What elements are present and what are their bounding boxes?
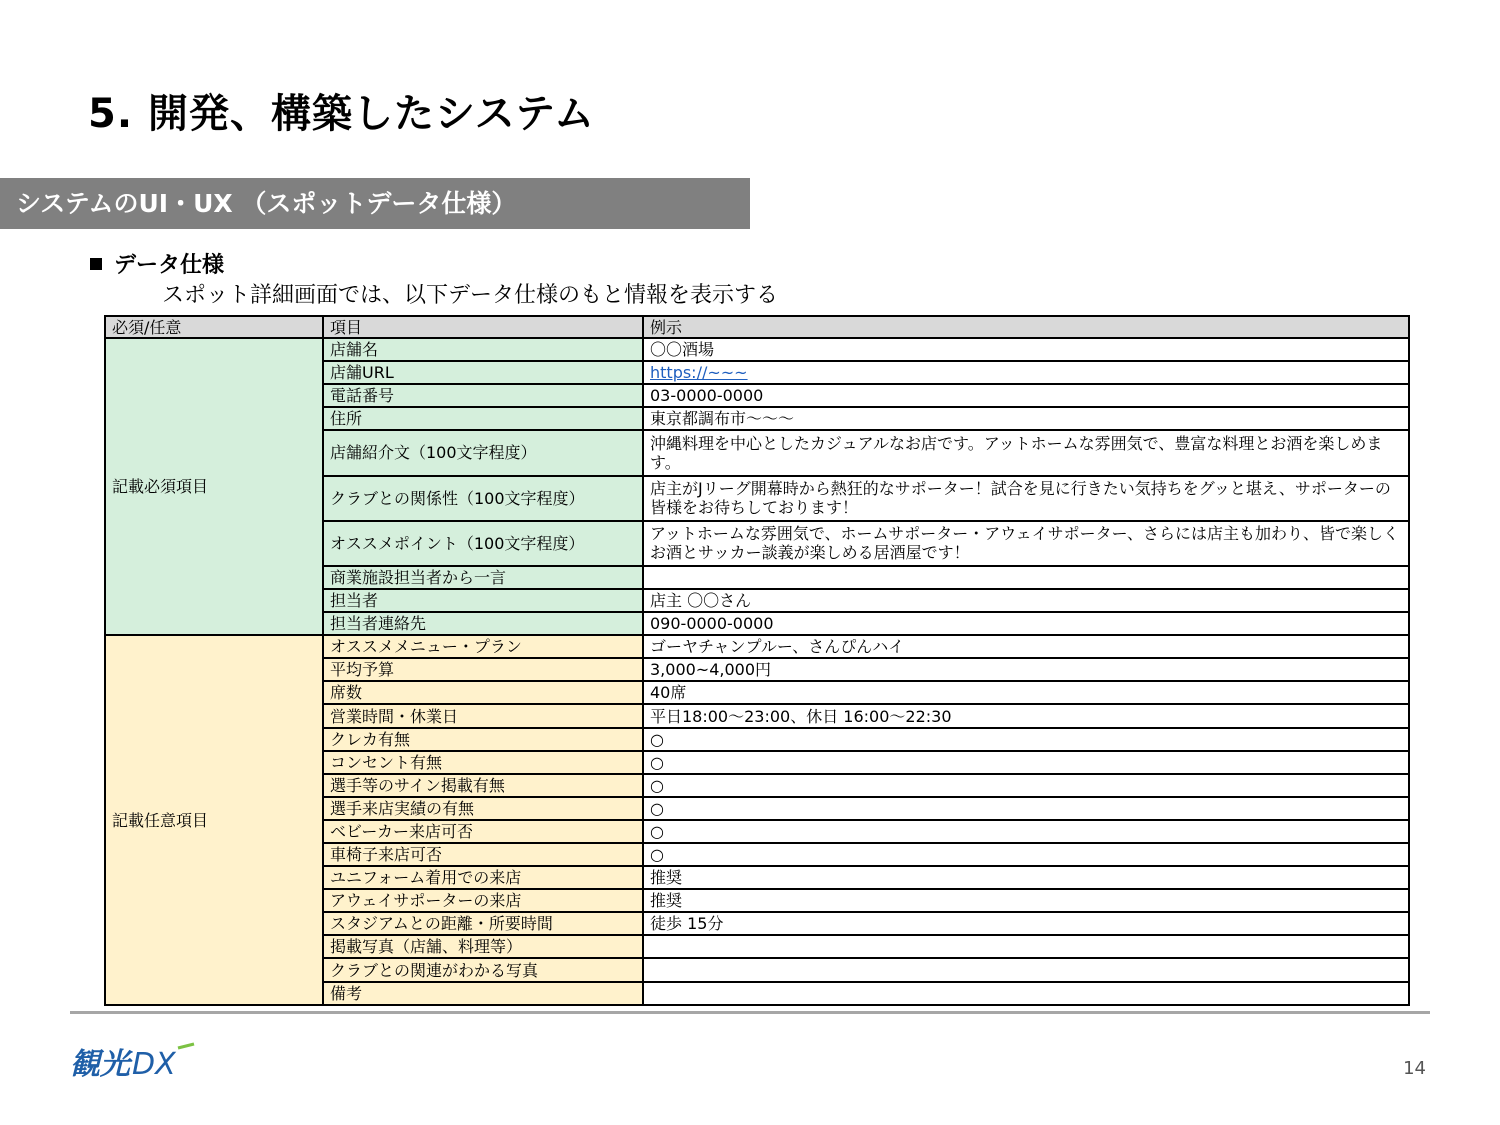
item-cell: 店舗URL bbox=[323, 361, 643, 384]
description-text: スポット詳細画面では、以下データ仕様のもと情報を表示する bbox=[162, 283, 779, 308]
item-cell: 席数 bbox=[323, 681, 643, 704]
item-cell: 営業時間・休業日 bbox=[323, 704, 643, 727]
example-cell: 東京都調布市〜〜〜 bbox=[643, 407, 1409, 430]
example-cell: 店主 〇〇さん bbox=[643, 589, 1409, 612]
page-number: 14 bbox=[1403, 1058, 1426, 1079]
header-required: 必須/任意 bbox=[105, 316, 323, 338]
example-cell: 沖縄料理を中心としたカジュアルなお店です。アットホームな雰囲気で、豊富な料理とお酒を楽しめます。 bbox=[643, 430, 1409, 475]
example-cell: 推奨 bbox=[643, 889, 1409, 912]
logo-kanji: 観光 bbox=[70, 1047, 130, 1082]
page-title: 5. 開発、構築したシステム bbox=[88, 91, 595, 137]
kanko-dx-logo bbox=[70, 1042, 200, 1082]
item-cell: 選手来店実績の有無 bbox=[323, 797, 643, 820]
group-label: 記載必須項目 bbox=[105, 338, 323, 635]
example-cell: 平日18:00〜23:00、休日 16:00〜22:30 bbox=[643, 704, 1409, 727]
header-example: 例示 bbox=[643, 316, 1409, 338]
item-cell: 掲載写真（店舗、料理等） bbox=[323, 935, 643, 958]
example-cell bbox=[643, 935, 1409, 958]
example-cell: 090-0000-0000 bbox=[643, 612, 1409, 635]
example-cell: 徒歩 15分 bbox=[643, 912, 1409, 935]
table-header-row bbox=[105, 316, 1409, 338]
item-cell: 店舗紹介文（100文字程度） bbox=[323, 430, 643, 475]
logo-accent bbox=[178, 1044, 194, 1048]
footer-divider bbox=[70, 1011, 1430, 1014]
item-cell: ユニフォーム着用での来店 bbox=[323, 866, 643, 889]
item-cell: 車椅子来店可否 bbox=[323, 843, 643, 866]
store-url-link[interactable]: https://~~~ bbox=[650, 363, 748, 383]
item-cell: 店舗名 bbox=[323, 338, 643, 361]
item-cell: 選手等のサイン掲載有無 bbox=[323, 774, 643, 797]
item-cell: 電話番号 bbox=[323, 384, 643, 407]
example-cell: アットホームな雰囲気で、ホームサポーター・アウェイサポーター、さらには店主も加わり、皆で楽しくお酒とサッカー談義が楽しめる居酒屋です！ bbox=[643, 521, 1409, 566]
example-cell bbox=[643, 361, 1409, 384]
logo-dx: DX bbox=[132, 1047, 176, 1082]
item-cell: 担当者連絡先 bbox=[323, 612, 643, 635]
spec-table bbox=[104, 315, 1410, 1006]
bullet-label: データ仕様 bbox=[114, 253, 225, 278]
item-cell: クラブとの関連がわかる写真 bbox=[323, 958, 643, 981]
bullet-heading bbox=[90, 248, 224, 279]
item-cell: アウェイサポーターの来店 bbox=[323, 889, 643, 912]
group-label: 記載任意項目 bbox=[105, 635, 323, 1005]
example-cell bbox=[643, 958, 1409, 981]
item-cell: 担当者 bbox=[323, 589, 643, 612]
example-cell: 推奨 bbox=[643, 866, 1409, 889]
example-cell: 店主がJリーグ開幕時から熱狂的なサポーター！試合を見に行きたい気持ちをグッと堪え、サポーターの皆様をお待ちしております！ bbox=[643, 476, 1409, 521]
example-cell: ○ bbox=[643, 797, 1409, 820]
example-cell: ○ bbox=[643, 751, 1409, 774]
item-cell: 住所 bbox=[323, 407, 643, 430]
item-cell: オススメメニュー・プラン bbox=[323, 635, 643, 658]
example-cell bbox=[643, 982, 1409, 1005]
section-banner: システムのUI・UX （スポットデータ仕様） bbox=[0, 178, 750, 229]
bullet-square-icon bbox=[90, 258, 102, 270]
example-cell: ○ bbox=[643, 774, 1409, 797]
example-cell: 3,000~4,000円 bbox=[643, 658, 1409, 681]
example-cell: 03-0000-0000 bbox=[643, 384, 1409, 407]
example-cell: 40席 bbox=[643, 681, 1409, 704]
example-cell: ○ bbox=[643, 728, 1409, 751]
item-cell: オススメポイント（100文字程度） bbox=[323, 521, 643, 566]
example-cell bbox=[643, 566, 1409, 589]
item-cell: クラブとの関係性（100文字程度） bbox=[323, 476, 643, 521]
item-cell: クレカ有無 bbox=[323, 728, 643, 751]
header-item: 項目 bbox=[323, 316, 643, 338]
item-cell: 備考 bbox=[323, 982, 643, 1005]
item-cell: スタジアムとの距離・所要時間 bbox=[323, 912, 643, 935]
item-cell: 商業施設担当者から一言 bbox=[323, 566, 643, 589]
item-cell: コンセント有無 bbox=[323, 751, 643, 774]
example-cell: 〇〇酒場 bbox=[643, 338, 1409, 361]
example-cell: ○ bbox=[643, 843, 1409, 866]
table-row bbox=[105, 338, 1409, 361]
table-row bbox=[105, 635, 1409, 658]
item-cell: ベビーカー来店可否 bbox=[323, 820, 643, 843]
item-cell: 平均予算 bbox=[323, 658, 643, 681]
example-cell: ゴーヤチャンプルー、さんぴんハイ bbox=[643, 635, 1409, 658]
example-cell: ○ bbox=[643, 820, 1409, 843]
